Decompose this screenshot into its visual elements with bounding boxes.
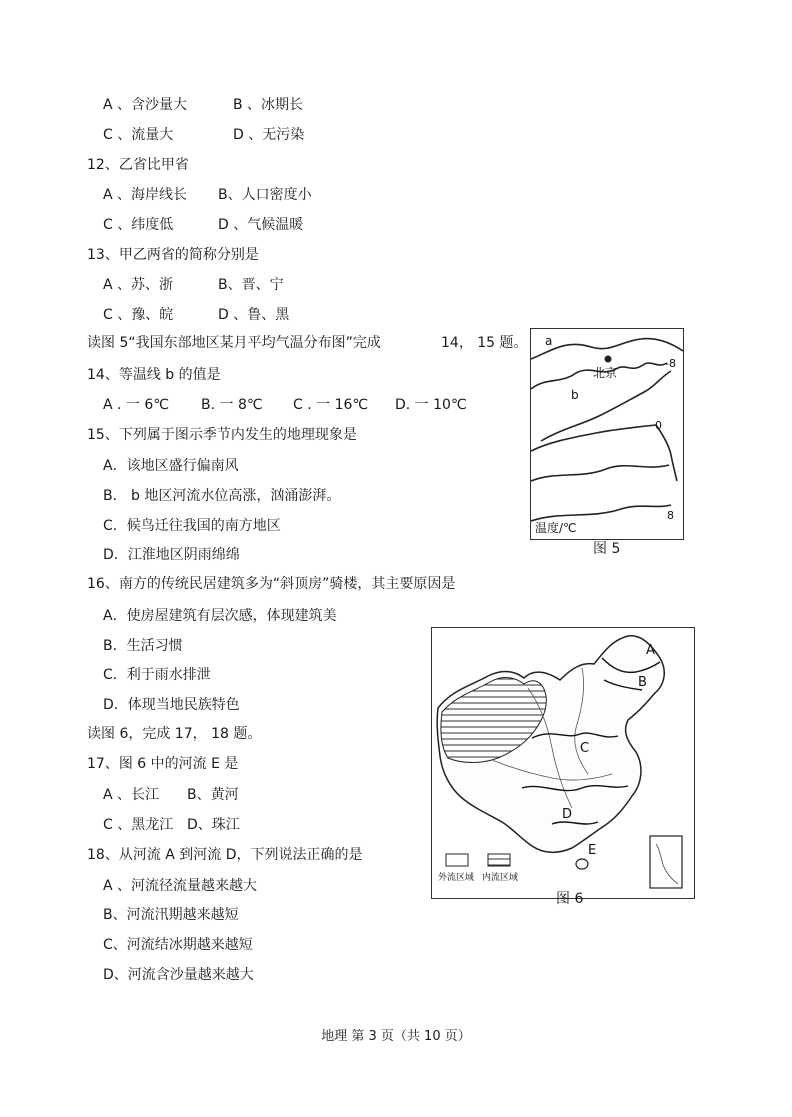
q16-stem: 16、南方的传统民居建筑多为“斜顶房”骑楼，其主要原因是 (87, 576, 456, 592)
q12-option-b: B、人口密度小 (218, 187, 312, 203)
q13-option-a: A 、苏、浙 (103, 277, 174, 293)
q11-option-c: C 、流量大 (103, 127, 174, 143)
q15-option-b: B． b 地区河流水位高涨，汹涌澎湃。 (103, 488, 341, 504)
fig5-iso-m8-label: -8 (665, 357, 676, 370)
q18-option-d: D、河流含沙量越来越大 (103, 967, 254, 983)
fig5-label-b: b (571, 388, 579, 402)
page-footer: 地理 第 3 页（共 10 页） (321, 1029, 471, 1044)
q13-option-d: D 、鲁、黑 (218, 307, 290, 323)
q14-stem: 14、等温线 b 的值是 (87, 367, 221, 383)
q12-option-c: C 、纬度低 (103, 217, 174, 233)
q13-option-c: C 、豫、皖 (103, 307, 174, 323)
q11-option-a: A 、含沙量大 (103, 97, 188, 113)
legend-inner-label: 内流区域 (482, 873, 519, 883)
fig6-label-a: A (646, 643, 655, 658)
q18-option-b: B、河流汛期越来越短 (103, 907, 239, 923)
fig5-isotherm-svg (531, 329, 683, 539)
fig5-intro-numbers: 14， 15 题。 (441, 335, 528, 351)
q17-option-b: B、黄河 (187, 787, 239, 803)
legend-outer-label: 外流区域 (438, 873, 475, 883)
fig5-intro: 读图 5“我国东部地区某月平均气温分布图”完成 (87, 335, 381, 351)
q14-option-c: C . 一 16℃ (293, 397, 369, 413)
q11-option-d: D 、无污染 (233, 127, 305, 143)
fig5-map (530, 328, 684, 540)
q18-stem: 18、从河流 A 到河流 D，下列说法正确的是 (87, 847, 363, 863)
fig5-label-a: a (545, 334, 553, 348)
q14-option-a: A . 一 6℃ (103, 397, 170, 413)
q15-option-d: D．江淮地区阴雨绵绵 (103, 547, 240, 563)
q16-option-b: B．生活习惯 (103, 638, 183, 654)
fig5-iso-0-label: 0 (655, 419, 662, 432)
q18-option-a: A 、河流径流量越来越大 (103, 878, 258, 894)
fig6-intro: 读图 6，完成 17， 18 题。 (87, 726, 262, 742)
fig5-legend: 温度/℃ (535, 521, 577, 535)
q17-stem: 17、图 6 中的河流 E 是 (87, 756, 239, 772)
fig6-label-b: B (638, 675, 647, 690)
fig6-label-c: C (580, 741, 590, 756)
fig6-china-svg (432, 628, 694, 898)
hainan-island (576, 859, 588, 869)
fig6-map (431, 627, 695, 899)
q15-option-c: C．候鸟迁往我国的南方地区 (103, 518, 281, 534)
q12-stem: 12、乙省比甲省 (87, 157, 189, 173)
coastline (656, 425, 677, 481)
q12-option-a: A 、海岸线长 (103, 187, 188, 203)
fig6-caption: 图 6 (556, 891, 584, 907)
q15-stem: 15、下列属于图示季节内发生的地理现象是 (87, 427, 357, 443)
q14-option-b: B. 一 8℃ (201, 397, 263, 413)
q15-option-a: A．该地区盛行偏南风 (103, 458, 239, 474)
isotherm-middle (531, 465, 669, 481)
fig6-label-d: D (562, 807, 573, 822)
q13-option-b: B、晋、宁 (218, 277, 284, 293)
q11-option-b: B 、冰期长 (233, 97, 304, 113)
legend-inner-swatch (488, 854, 510, 866)
q16-option-a: A．使房屋建筑有层次感，体现建筑美 (103, 608, 337, 624)
fig5-caption: 图 5 (593, 541, 621, 557)
beijing-marker-icon (605, 356, 612, 363)
q14-option-d: D. 一 10℃ (395, 397, 467, 413)
fig6-label-e: E (588, 843, 597, 858)
q17-option-a: A 、长江 (103, 787, 160, 803)
south-china-sea-inset (650, 836, 682, 888)
q18-option-c: C、河流结冰期越来越短 (103, 937, 253, 953)
q12-option-d: D 、气候温暖 (218, 217, 304, 233)
fig5-iso-8-label: 8 (667, 509, 674, 522)
isotherm-8 (531, 505, 671, 521)
q16-option-c: C．利于雨水排泄 (103, 667, 211, 683)
q16-option-d: D．体现当地民族特色 (103, 697, 240, 713)
legend-outer-swatch (446, 854, 468, 866)
q17-option-d: D、珠江 (187, 817, 240, 833)
fig5-city-label: 北京 (593, 366, 618, 380)
isotherm-0 (531, 425, 656, 451)
q13-stem: 13、甲乙两省的简称分别是 (87, 247, 259, 263)
q17-option-c: C 、黑龙江 (103, 817, 174, 833)
